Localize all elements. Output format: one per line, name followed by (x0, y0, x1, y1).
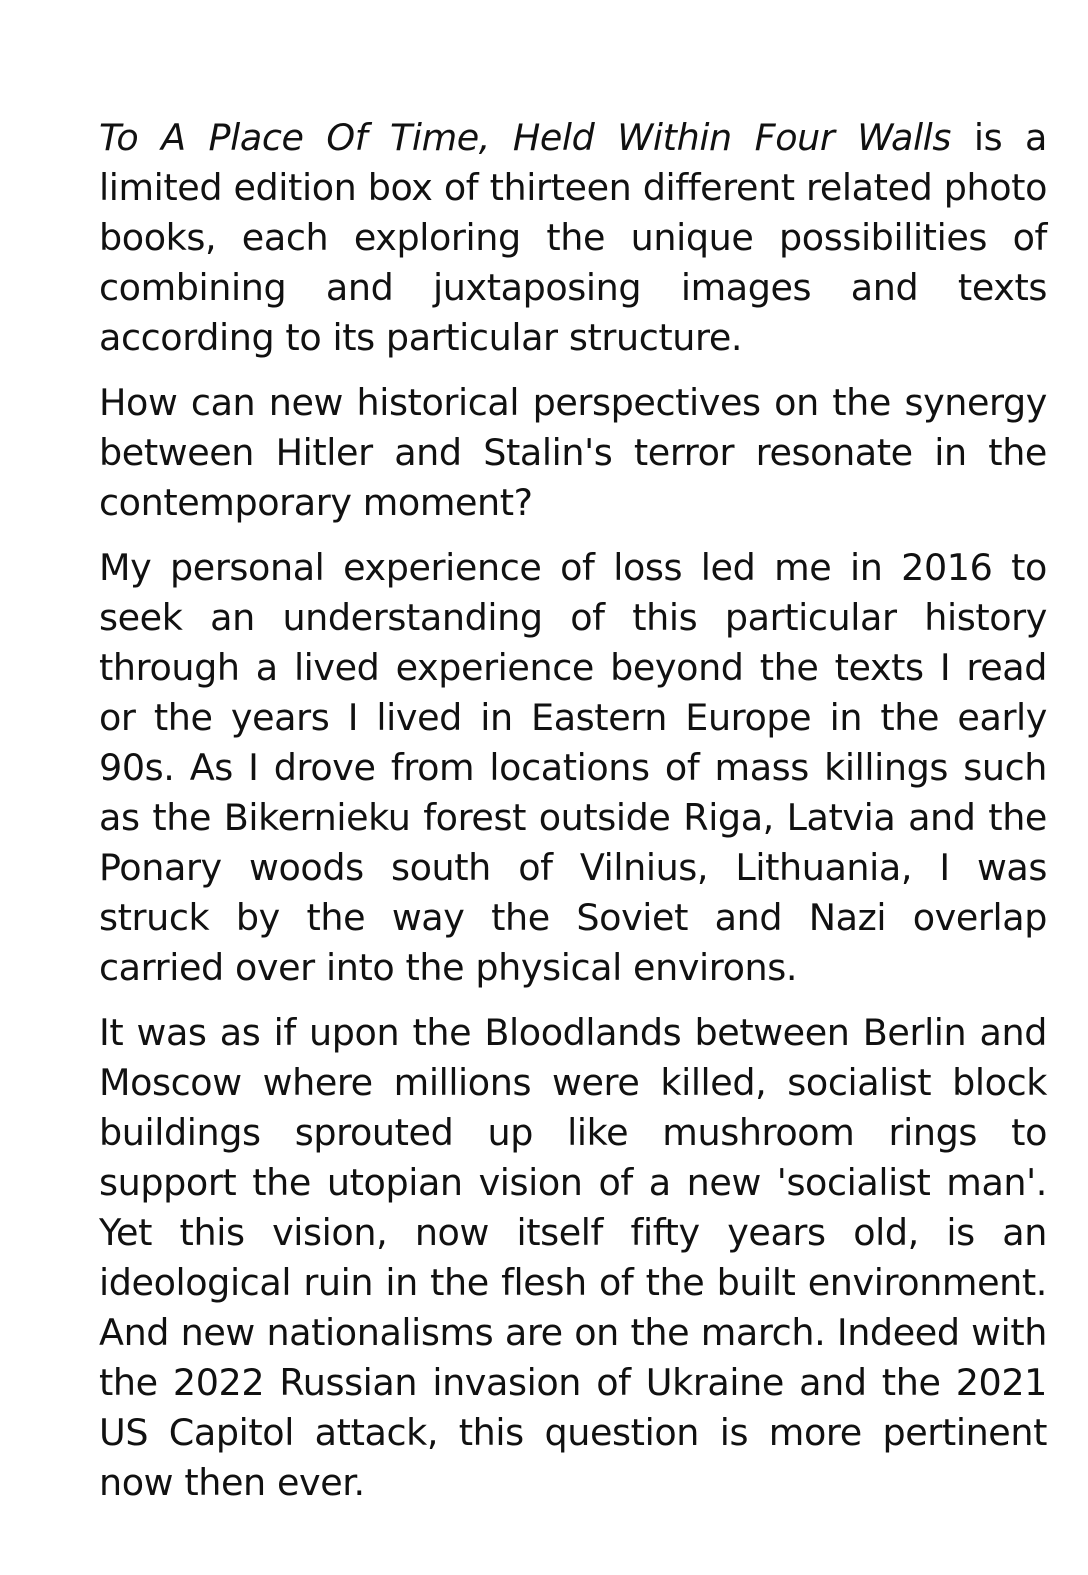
intro-text: is a limited edition box of thirteen different related photo books, each exploring the unique possibilities of combining and juxtaposing images and texts according to its particular structure. (99, 116, 1047, 359)
book-title: To A Place Of Time, Held Within Four Walls (99, 116, 952, 159)
document-body (99, 113, 1047, 1508)
experience-paragraph: My personal experience of loss led me in 2016 to seek an understanding of this particular history through a lived experience beyond the texts I read or the years I lived in Eastern Europe in the early 90s. As I drove from locations of mass killings such as the Bikernieku forest outside Riga, Latvia and the Ponary woods south of Vilnius, Lithuania, I was struck by the way the Soviet and Nazi overlap carried over into the physical environs. (99, 546, 1047, 989)
intro-paragraph (99, 113, 1047, 363)
bloodlands-paragraph: It was as if upon the Bloodlands between Berlin and Moscow where millions were killed, socialist block buildings sprouted up like mushroom rings to support the utopian vision of a new 'socialist man'. Yet this vision, now itself fifty years old, is an ideological ruin in the flesh of the built environment. And new nationalisms are on the march. Indeed with the 2022 Russian invasion of Ukraine and the 2021 US Capitol attack, this question is more pertinent now then ever. (99, 1011, 1047, 1504)
question-paragraph: How can new historical perspectives on the synergy between Hitler and Stalin's terror resonate in the contemporary moment? (99, 381, 1047, 524)
